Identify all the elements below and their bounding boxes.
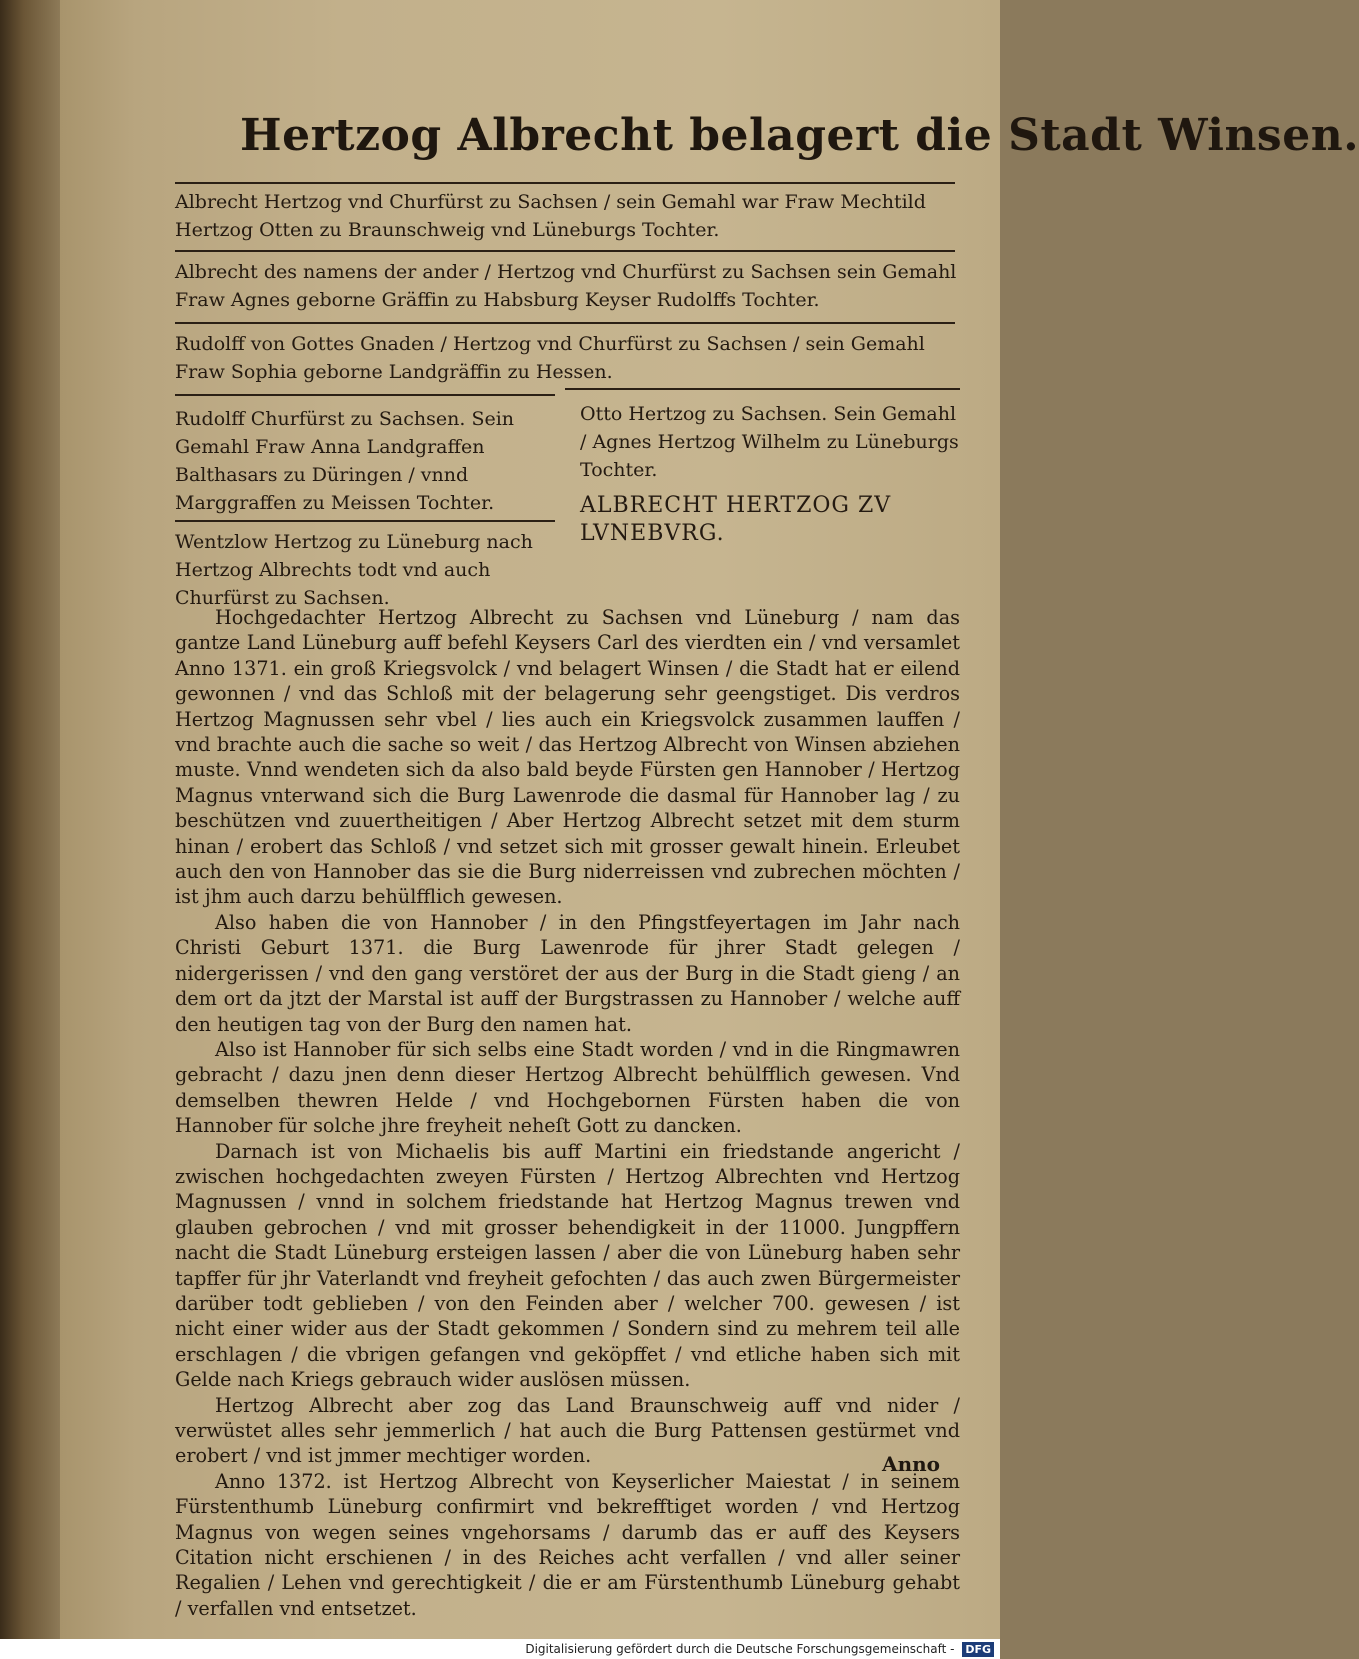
paragraph-5: Hertzog Albrecht aber zog das Land Braunschweig auff vnd nider / verwüstet alles sehr jemmerlich / hat auch die Burg Pattensen gestürmet vnd erobert / vnd ist jmmer mechtiger worden. xyxy=(175,1393,960,1468)
genealogy-entry-4: Rudolff Churfürst zu Sachsen. Sein Gemahl Fraw Anna Landgraffen Balthasars zu Düringen / vnnd Marggraffen zu Meissen Tochter. xyxy=(175,408,515,514)
catchword: Anno xyxy=(882,1452,940,1476)
paragraph-2: Also haben die von Hannober / in den Pfingstfeyertagen im Jahr nach Christi Geburt 1371. die Burg Lawenrode für jhrer Stadt gelegen / nidergerissen / vnd den gang verstöret der aus der Burg in die Stadt gieng / an dem ort da jtzt der Marstal ist auff der Burgstrassen zu Hannober / welche auff den heutigen tag von der Burg den namen hat. xyxy=(175,910,960,1036)
book-page xyxy=(60,0,1359,1659)
genealogy-entry-6: Wentzlow Hertzog zu Lüneburg nach Hertzog Albrechts todt vnd auch Churfürst zu Sachsen. xyxy=(175,531,533,609)
book-gutter xyxy=(0,0,60,1659)
paragraph-3: Also ist Hannober für sich selbs eine Stadt worden / vnd in die Ringmawren gebracht / dazu jnen denn dieser Hertzog Albrecht behülfflich gewesen. Vnd demselben thewren Helde / vnd Hochgebornen Fürsten haben die von Hannober für solche jhre freyheit neheſt Gott zu dancken. xyxy=(175,1037,960,1138)
main-text xyxy=(175,605,960,1621)
brace-line-5 xyxy=(175,520,555,522)
digitization-footer xyxy=(0,1639,1000,1659)
brace-line-1 xyxy=(175,182,955,184)
brace-line-4b xyxy=(565,388,960,390)
paragraph-4: Darnach ist von Michaelis bis auff Martini ein friedstande angericht / zwischen hochgedachten zweyen Fürsten / Hertzog Albrechten vnd Hertzog Magnussen / vnnd in solchem friedstande hat Hertzog Magnus trewen vnd glauben gebrochen / vnd mit grosser behendigkeit in der 11000. Jungpffern nacht die Stadt Lüneburg ersteigen lassen / aber die von Lüneburg haben sehr tapffer für jhr Vaterlandt vnd freyheit gefochten / das auch zwen Bürgermeister darüber todt geblieben / von den Feinden aber / welcher 700. gewesen / ist nicht einer wider aus der Stadt gekommen / Sondern sind zu mehrem teil alle erschlagen / die vbrigen gefangen vnd geköpffet / vnd etliche haben sich mit Gelde nach Kriegs gebrauch wider auslösen müssen. xyxy=(175,1139,960,1392)
brace-line-3 xyxy=(175,322,955,324)
genealogy-entry-5: Otto Hertzog zu Sachsen. Sein Gemahl / Agnes Hertzog Wilhelm zu Lüneburgs Tochter. xyxy=(580,403,959,481)
dfg-logo: DFG xyxy=(962,1642,994,1657)
paragraph-6: Anno 1372. ist Hertzog Albrecht von Keyserlicher Maiestat / in seinem Fürstenthumb Lüneburg confirmirt vnd bekrefftiget worden / vnd Hertzog Magnus von wegen seines vngehorsams / darumb das er auff des Keysers Citation nicht erschienen / in des Reiches acht verfallen / vnd aller seiner Regalien / Lehen vnd gerechtigkeit / die er am Fürstenthumb Lüneburg gehabt / verfallen vnd entsetzet. xyxy=(175,1469,960,1620)
genealogy-entry-2: Albrecht des namens der ander / Hertzog vnd Churfürst zu Sachsen sein Gemahl Fraw Agnes geborne Gräffin zu Habsburg Keyser Rudolffs Tochter. xyxy=(175,261,957,311)
genealogy-heading-albrecht: ALBRECHT HERTZOG ZV LVNEBVRG. xyxy=(580,493,892,546)
brace-line-2 xyxy=(175,250,955,252)
footer-credit: Digitalisierung gefördert durch die Deutsche Forschungsgemeinschaft - xyxy=(525,1642,955,1656)
genealogy-entry-3: Rudolff von Gottes Gnaden / Hertzog vnd Churfürst zu Sachsen / sein Gemahl Fraw Sophia geborne Landgräffin zu Hessen. xyxy=(175,333,925,383)
genealogy-entry-1: Albrecht Hertzog vnd Churfürst zu Sachsen / sein Gemahl war Fraw Mechtild Hertzog Otten zu Braunschweig vnd Lüneburgs Tochter. xyxy=(175,191,926,241)
page-title: Hertzog Albrecht belagert die Stadt Winsen. xyxy=(240,110,1359,161)
paragraph-1: Hochgedachter Hertzog Albrecht zu Sachsen vnd Lüneburg / nam das gantze Land Lüneburg auff befehl Keysers Carl des vierdten ein / vnd versamlet Anno 1371. ein groß Kriegsvolck / vnd belagert Winsen / die Stadt hat er eilend gewonnen / vnd das Schloß mit der belagerung sehr geengstiget. Dis verdros Hertzog Magnussen sehr vbel / lies auch ein Kriegsvolck zusammen lauffen / vnd brachte auch die sache so weit / das Hertzog Albrecht von Winsen abziehen muste. Vnnd wendeten sich da also bald beyde Fürsten gen Hannober / Hertzog Magnus vnterwand sich die Burg Lawenrode die dasmal für Hannober lag / zu beschützen vnd zuuertheitigen / Aber Hertzog Albrecht setzet mit dem sturm hinan / erobert das Schloß / vnd setzet sich mit grosser gewalt hinein. Erleubet auch den von Hannober das sie die Burg niderreissen vnd zubrechen möchten / ist jhm auch darzu behülfflich gewesen. xyxy=(175,606,960,909)
brace-line-4a xyxy=(175,394,555,396)
